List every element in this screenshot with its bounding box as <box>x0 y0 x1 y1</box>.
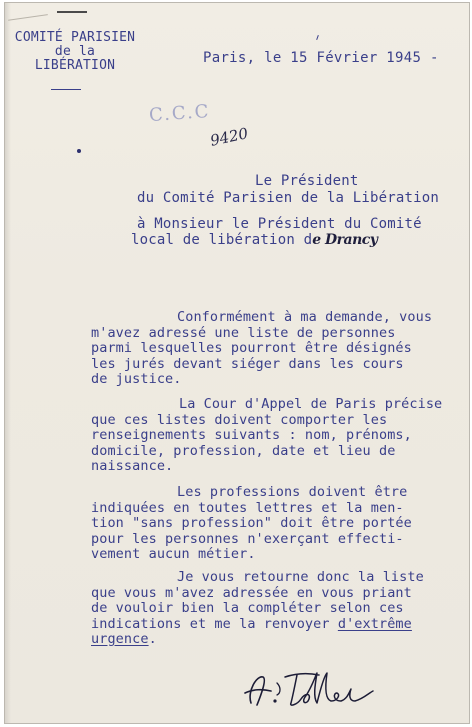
handwritten-reference-number: 9420 <box>208 124 250 150</box>
paragraph-line: que ces listes doivent comporter les <box>91 411 388 428</box>
letterhead-line-2: de la <box>54 44 96 59</box>
paragraph-line: Je vous retourne donc la liste <box>177 569 424 585</box>
sender-title: Le Président <box>255 173 359 189</box>
paragraph-line: La Cour d'Appel de Paris précise <box>179 396 443 412</box>
page-edge-shadow <box>5 3 11 723</box>
paragraph-line: m'avez adressé une liste de personnes <box>91 324 396 341</box>
paragraph-line: de vouloir bien la compléter selon ces <box>91 600 404 616</box>
letterhead-rule <box>51 89 81 90</box>
paragraph-line <box>91 632 469 648</box>
handwritten-signature <box>237 663 387 713</box>
paragraph-line: de justice. <box>91 371 182 387</box>
letter-page <box>4 2 470 724</box>
underlined-urgency-text: d'extrême <box>337 615 412 632</box>
dateline: Paris, le 15 Février 1945 - <box>203 50 439 66</box>
top-pen-mark <box>57 11 87 13</box>
recipient-line-2 <box>131 232 377 248</box>
letterhead-line-3: LIBÉRATION <box>34 58 116 73</box>
paragraph-line: tion "sans profession" doit être portée <box>91 515 412 531</box>
signature-drawing <box>237 663 387 713</box>
paper-fold-mark <box>6 2 48 21</box>
paragraph-line: renseignements suivants : nom, prénoms, <box>91 427 412 443</box>
paragraph-line-text: indications et me la renvoyer <box>91 615 338 632</box>
ink-dot <box>77 149 81 153</box>
letterhead-organization <box>5 31 145 73</box>
paragraph-line: vement aucun métier. <box>91 546 256 562</box>
paragraph-line: parmi lesquelles pourront être désignés <box>91 340 412 356</box>
paragraph-line: naissance. <box>91 458 174 474</box>
paragraph-line: Les professions doivent être <box>177 484 408 500</box>
paragraph-line: Conformément à ma demande, vous <box>177 309 433 325</box>
recipient-typed-text: local de libération d <box>131 232 313 248</box>
paragraph-line <box>91 617 469 633</box>
paragraph-line: les jurés devant siéger dans les cours <box>91 355 404 372</box>
paragraph-1 <box>91 310 469 388</box>
faded-stamp: C.C.C <box>148 100 212 127</box>
paragraph-line: que vous m'avez adressée en vous priant <box>91 584 412 601</box>
paragraph-line-end: . <box>148 631 157 647</box>
underlined-urgency-word: urgence <box>91 631 149 647</box>
paragraph-2 <box>91 397 469 475</box>
paragraph-line: domicile, profession, date et lieu de <box>91 442 396 459</box>
paragraph-line: pour les personnes n'exerçant effecti- <box>91 530 404 547</box>
paragraph-4 <box>91 570 469 648</box>
ink-tick-mark <box>316 35 319 40</box>
recipient-line-1: à Monsieur le Président du Comité <box>137 216 422 232</box>
paragraph-3 <box>91 485 469 563</box>
letterhead-line-1: COMITÉ PARISIEN <box>14 30 136 45</box>
sender-organization: du Comité Parisien de la Libération <box>137 190 440 206</box>
paragraph-line: indiquées en toutes lettres et la men- <box>91 499 404 516</box>
recipient-handwritten-place: e Drancy <box>312 232 378 248</box>
